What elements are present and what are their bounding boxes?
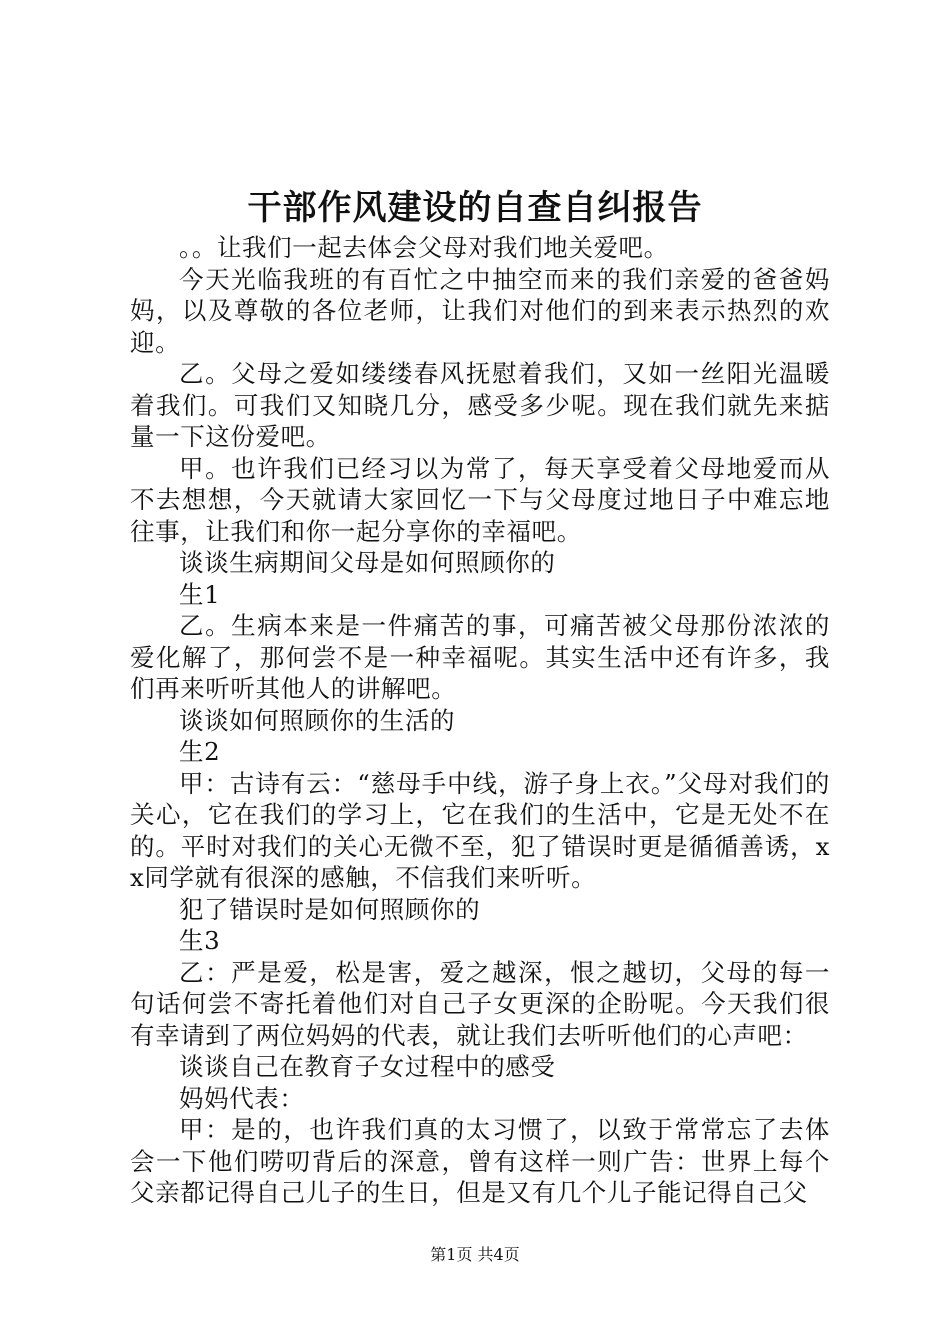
paragraph: 谈谈如何照顾你的生活的 [179, 705, 456, 735]
paragraph: 。。让我们一起去体会父母对我们地关爱吧。 [179, 233, 669, 262]
paragraph: 甲：是的，也许我们真的太习惯了，以致于常常忘了去体会一下他们唠叨背后的深意，曾有这样一则广告：世界上每个父亲都记得自己儿子的生日，但是又有几个儿子能记得自己父 [130, 1115, 830, 1207]
paragraph: 甲：古诗有云：“慈母手中线，游子身上衣。”父母对我们的关心，它在我们的学习上，它在我们的生活中，它是无处不在的。平时对我们的关心无微不至，犯了错误时更是循循善诱，xx同学就有很深的感触，不信我们来听听。 [130, 768, 830, 892]
document-title: 干部作风建设的自查自纠报告 [247, 188, 703, 228]
paragraph: 乙：严是爱，松是害，爱之越深，恨之越切，父母的每一句话何尝不寄托着他们对自己子女更深的企盼呢。今天我们很有幸请到了两位妈妈的代表，就让我们去听听他们的心声吧： [130, 957, 830, 1050]
paragraph: 谈谈生病期间父母是如何照顾你的 [179, 548, 556, 577]
paragraph: 乙。父母之爱如缕缕春风抚慰着我们，又如一丝阳光温暖着我们。可我们又知晓几分，感受多少呢。现在我们就先来掂量一下这份爱吧。 [130, 359, 830, 451]
paragraph: 妈妈代表： [179, 1083, 305, 1113]
paragraph: 乙。生病本来是一件痛苦的事，可痛苦被父母那份浓浓的爱化解了，那何尝不是一种幸福呢。其实生活中还有许多，我们再来听听其他人的讲解吧。 [130, 611, 830, 703]
page-number: 第1页 共4页 [430, 1245, 520, 1264]
paragraph: 生3 [179, 926, 221, 955]
paragraph: 犯了错误时是如何照顾你的 [179, 894, 481, 924]
paragraph: 生1 [179, 579, 221, 609]
paragraph: 今天光临我班的有百忙之中抽空而来的我们亲爱的爸爸妈妈，以及尊敬的各位老师，让我们对他们的到来表示热烈的欢迎。 [130, 264, 830, 357]
paragraph: 生2 [179, 737, 221, 766]
paragraph: 谈谈自己在教育子女过程中的感受 [179, 1052, 556, 1081]
paragraph: 甲。也许我们已经习以为常了，每天享受着父母地爱而从不去想想，今天就请大家回忆一下与父母度过地日子中难忘地往事，让我们和你一起分享你的幸福吧。 [130, 453, 830, 546]
document-body [130, 232, 830, 1209]
